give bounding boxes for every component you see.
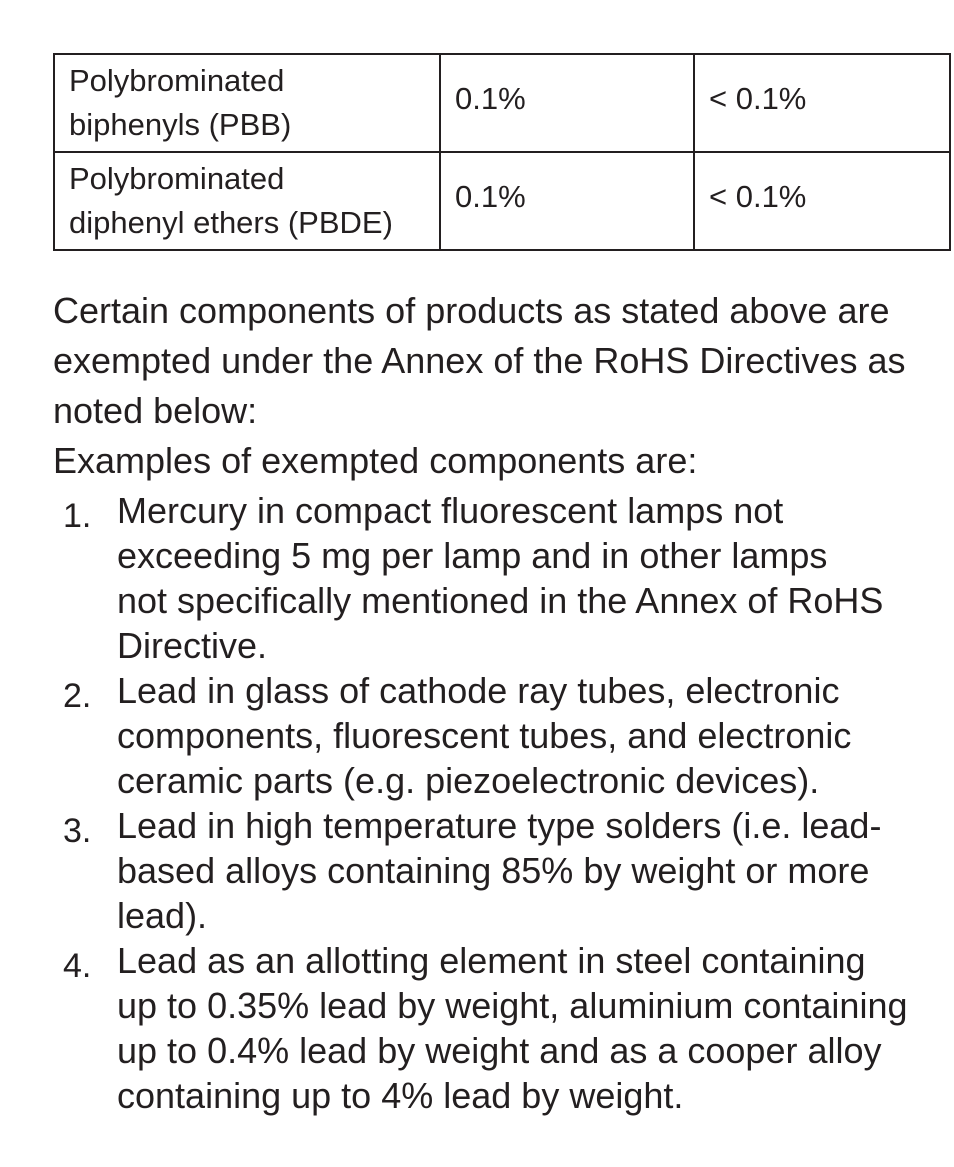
max-concentration-cell: 0.1%: [440, 152, 694, 250]
substance-name-line: diphenyl ethers (PBDE): [69, 205, 393, 240]
list-item-line: up to 0.4% lead by weight and as a cooper alloy: [117, 1030, 882, 1071]
list-item-line: Lead as an allotting element in steel containing: [117, 940, 866, 981]
list-item-line: Directive.: [117, 625, 268, 666]
list-item-line: Lead in high temperature type solders (i.e. lead-: [117, 805, 882, 846]
measured-value-cell: < 0.1%: [694, 54, 950, 152]
table-row: [54, 152, 950, 250]
exemption-list: [53, 488, 943, 1118]
list-item-line: lead).: [117, 895, 208, 936]
list-item: [53, 668, 943, 803]
list-item-line: based alloys containing 85% by weight or more: [117, 850, 870, 891]
list-item: [53, 938, 943, 1118]
exemption-intro-paragraph: [53, 286, 953, 436]
substance-name-line: Polybrominated: [69, 161, 285, 196]
paragraph-line: Certain components of products as stated above are: [53, 290, 890, 331]
list-item-line: Mercury in compact fluorescent lamps not: [117, 490, 784, 531]
list-item-text: [117, 938, 943, 1118]
list-item-number: 1.: [63, 497, 92, 535]
substance-name-line: Polybrominated: [69, 63, 285, 98]
list-item-line: exceeding 5 mg per lamp and in other lamps: [117, 535, 828, 576]
examples-heading: Examples of exempted components are:: [53, 440, 698, 481]
list-item-line: Lead in glass of cathode ray tubes, electronic: [117, 670, 840, 711]
substance-cell: [54, 152, 440, 250]
measured-value-cell: < 0.1%: [694, 152, 950, 250]
table-row: [54, 54, 950, 152]
paragraph-line: noted below:: [53, 390, 258, 431]
list-item-line: not specifically mentioned in the Annex of RoHS: [117, 580, 884, 621]
list-item: [53, 488, 943, 668]
list-item-line: containing up to 4% lead by weight.: [117, 1075, 684, 1116]
list-item-number: 3.: [63, 812, 92, 850]
max-concentration-cell: 0.1%: [440, 54, 694, 152]
list-item-line: components, fluorescent tubes, and electronic: [117, 715, 852, 756]
list-item: [53, 803, 943, 938]
list-item-text: [117, 668, 943, 803]
list-item-number: 4.: [63, 947, 92, 985]
list-item-number: 2.: [63, 677, 92, 715]
list-item-line: ceramic parts (e.g. piezoelectronic devices).: [117, 760, 820, 801]
substance-table: [53, 53, 951, 251]
list-item-line: up to 0.35% lead by weight, aluminium containing: [117, 985, 908, 1026]
paragraph-line: exempted under the Annex of the RoHS Directives as: [53, 340, 906, 381]
list-item-text: [117, 488, 943, 668]
list-item-text: [117, 803, 943, 938]
substance-cell: [54, 54, 440, 152]
substance-name-line: biphenyls (PBB): [69, 107, 292, 142]
